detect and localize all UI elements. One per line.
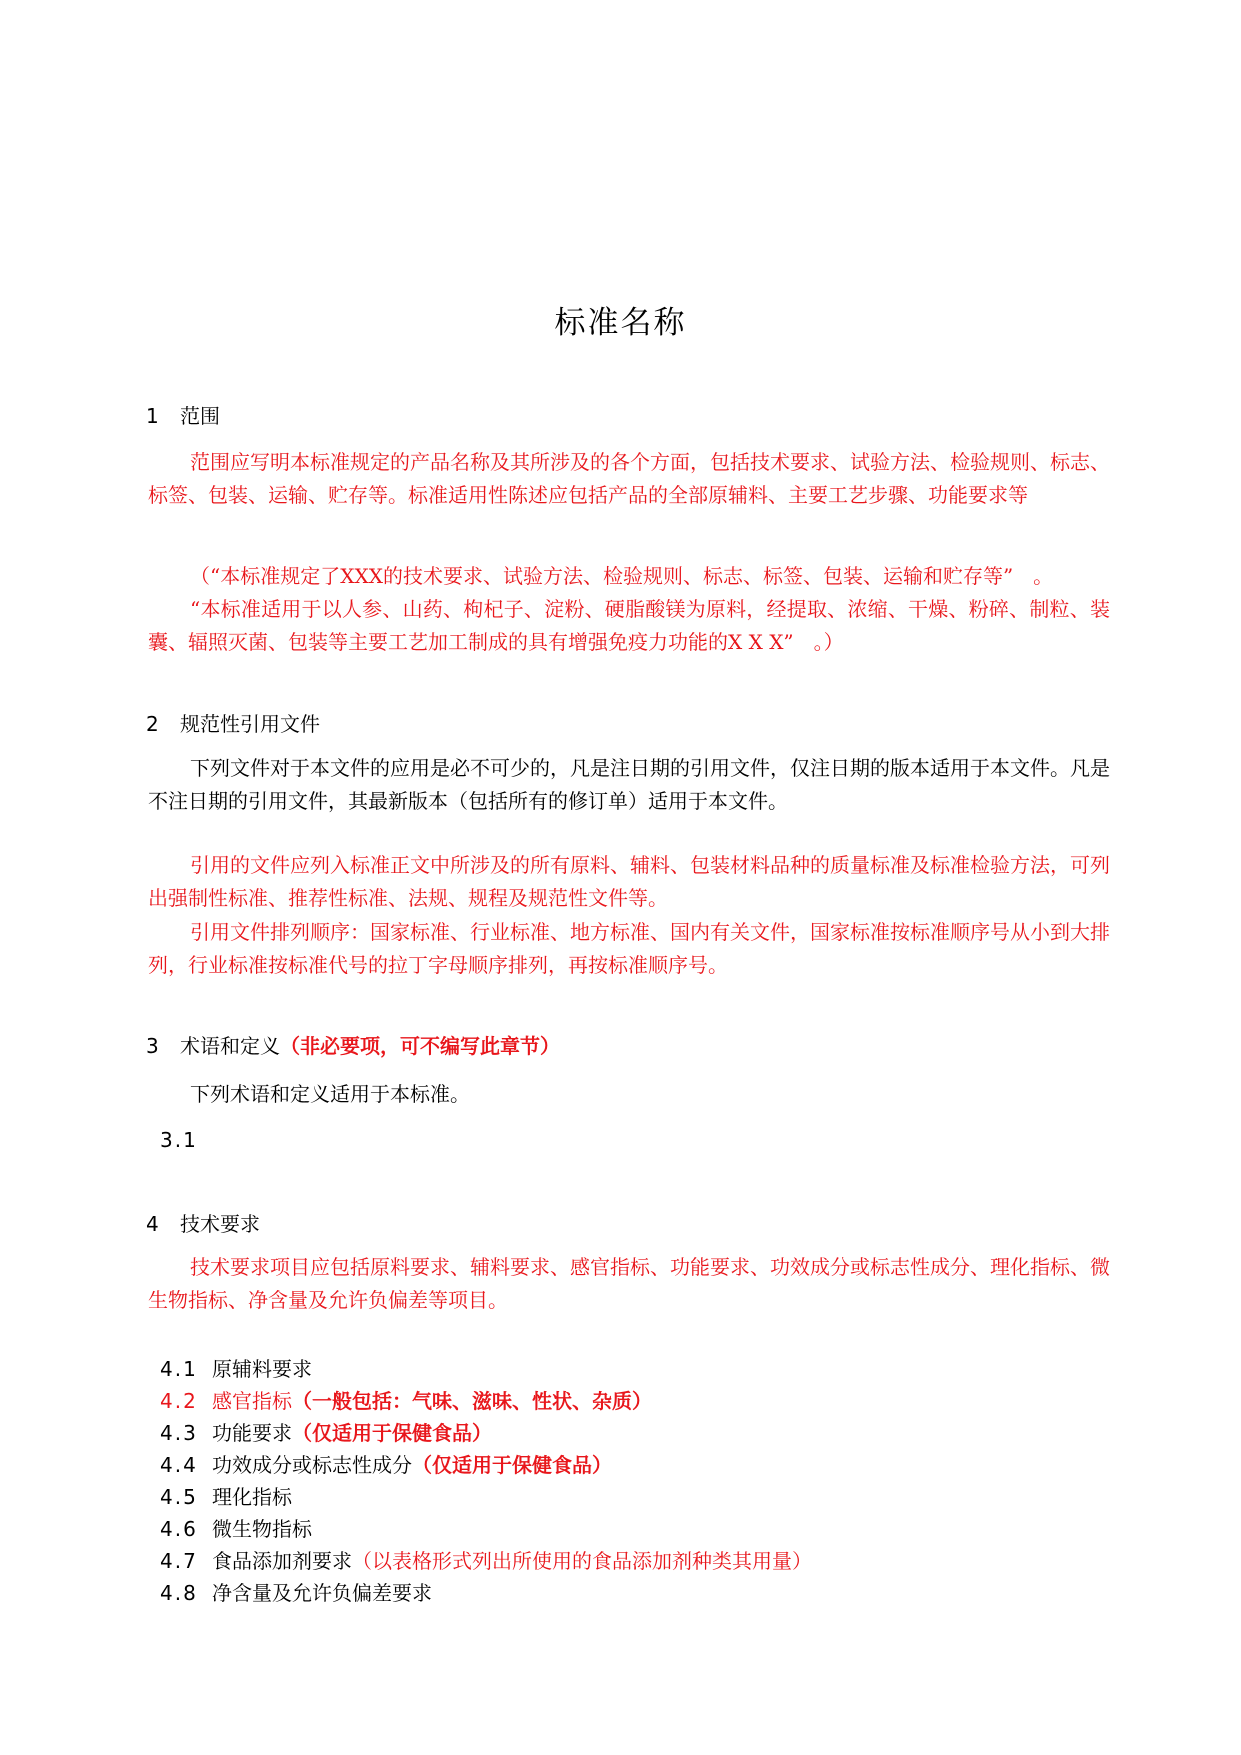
section-2-paragraph-2: 引用的文件应列入标准正文中所涉及的所有原料、辅料、包装材料品种的质量标准及标准检验方法，可列出强制性标准、推荐性标准、法规、规程及规范性文件等。 — [148, 853, 1110, 910]
subsection-3-1: 3.1 — [160, 1128, 198, 1152]
subsection-item: 4.8 净含量及允许负偏差要求 — [160, 1581, 432, 1605]
section-3-paragraph-1: 下列术语和定义适用于本标准。 — [190, 1082, 470, 1106]
subsection-item: 4.7 食品添加剂要求（以表格形式列出所使用的食品添加剂种类其用量） — [160, 1549, 812, 1573]
subsection-note: （仅适用于保健食品） — [412, 1453, 612, 1477]
section-4-heading — [146, 1208, 260, 1237]
section-title: 范围 — [180, 404, 220, 428]
subsection-item: 4.3 功能要求（仅适用于保健食品） — [160, 1421, 492, 1445]
section-title: 技术要求 — [180, 1212, 260, 1236]
section-note: （非必要项，可不编写此章节） — [280, 1034, 560, 1058]
section-1-heading — [146, 400, 220, 429]
subsection-item: 4.5 理化指标 — [160, 1485, 292, 1509]
section-1-paragraph-2: （“本标准规定了XXX的技术要求、试验方法、检验规则、标志、标签、包装、运输和贮存等” 。 — [190, 564, 1054, 588]
section-number: 3 — [146, 1034, 159, 1058]
subsection-item: 4.6 微生物指标 — [160, 1517, 312, 1541]
subsection-item: 4.2 感官指标（一般包括：气味、滋味、性状、杂质） — [160, 1389, 652, 1413]
subsection-note: （以表格形式列出所使用的食品添加剂种类其用量） — [352, 1549, 812, 1573]
section-title: 规范性引用文件 — [180, 712, 320, 736]
section-4-paragraph-1: 技术要求项目应包括原料要求、辅料要求、感官指标、功能要求、功效成分或标志性成分、理化指标、微生物指标、净含量及允许负偏差等项目。 — [148, 1255, 1110, 1312]
section-3-heading — [146, 1030, 560, 1059]
section-number: 4 — [146, 1212, 159, 1236]
subsection-note: （一般包括：气味、滋味、性状、杂质） — [292, 1389, 652, 1413]
section-1-paragraph-3: “本标准适用于以人参、山药、枸杞子、淀粉、硬脂酸镁为原料，经提取、浓缩、干燥、粉碎、制粒、装囊、辐照灭菌、包装等主要工艺加工制成的具有增强免疫力功能的X X X” 。） — [148, 597, 1110, 654]
section-title: 术语和定义 — [180, 1034, 280, 1058]
section-2-paragraph-1: 下列文件对于本文件的应用是必不可少的，凡是注日期的引用文件，仅注日期的版本适用于本文件。凡是不注日期的引用文件，其最新版本（包括所有的修订单）适用于本文件。 — [148, 756, 1110, 813]
section-number: 1 — [146, 404, 159, 428]
section-2-paragraph-3: 引用文件排列顺序：国家标准、行业标准、地方标准、国内有关文件，国家标准按标准顺序号从小到大排列，行业标准按标准代号的拉丁字母顺序排列，再按标准顺序号。 — [148, 920, 1110, 977]
subsection-item: 4.4 功效成分或标志性成分（仅适用于保健食品） — [160, 1453, 612, 1477]
subsection-note: （仅适用于保健食品） — [292, 1421, 492, 1445]
subsection-item: 4.1 原辅料要求 — [160, 1357, 312, 1381]
document-title: 标准名称 — [554, 305, 687, 341]
section-2-heading — [146, 708, 320, 737]
section-1-paragraph-1: 范围应写明本标准规定的产品名称及其所涉及的各个方面，包括技术要求、试验方法、检验规则、标志、标签、包装、运输、贮存等。标准适用性陈述应包括产品的全部原辅料、主要工艺步骤、功能要求等 — [148, 450, 1110, 507]
section-number: 2 — [146, 712, 159, 736]
